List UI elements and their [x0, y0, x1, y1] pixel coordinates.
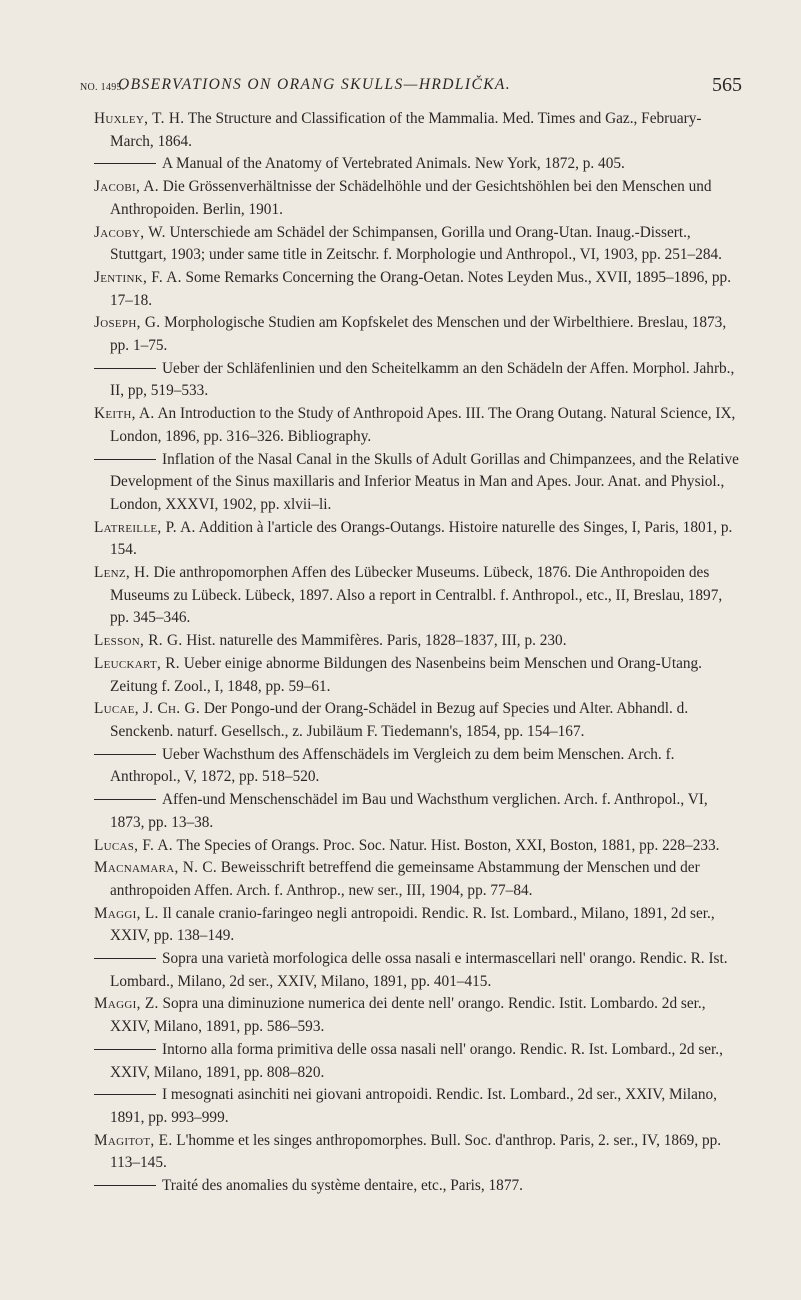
bibliography-entry: [94, 153, 744, 176]
entry-text: Beweisschrift betreffend die gemeinsame Abstammung der Menschen und der anthropoiden Affen. Arch. f. Anthrop., new ser., III, 1904, pp. 77–84.: [110, 859, 700, 899]
entry-text: Die Grössenverhältnisse der Schädelhöhle und der Gesichtshöhlen bei den Menschen und Anthropoiden. Berlin, 1901.: [110, 178, 712, 218]
entry-author: Maggi, L.: [94, 904, 159, 922]
bibliography-entry: [94, 358, 744, 403]
bibliography-entry: [94, 903, 744, 948]
entry-text: Der Pongo-und der Orang-Schädel in Bezug auf Species und Alter. Abhandl. d. Senckenb. naturf. Gesellsch., z. Jubiläum F. Tiedemann's, 1854, pp. 154–167.: [110, 700, 689, 740]
entry-text: An Introduction to the Study of Anthropoid Apes. III. The Orang Outang. Natural Science, IX, London, 1896, pp. 316–326. Bibliography.: [110, 405, 736, 445]
bibliography-entry: [94, 312, 744, 357]
bibliography-entry: [94, 789, 744, 834]
entry-author: Huxley, T. H.: [94, 110, 185, 127]
entry-text: Inflation of the Nasal Canal in the Skulls of Adult Gorillas and Chimpanzees, and the Relative Development of the Sinus maxillaris and Inferior Meatus in Man and Apes. Jour. Anat. and Physiol., London, XXXVI, 1902, pp. xlvii–li.: [110, 450, 739, 513]
bibliography-entry: [94, 744, 744, 789]
ditto-dash: [94, 799, 156, 800]
entry-text: Unterschiede am Schädel der Schimpansen, Gorilla und Orang-Utan. Inaug.-Dissert., Stuttgart, 1903; under same title in Zeitschr. f. Morphologie und Anthropol., VI, 1903, pp. 251–284.: [110, 223, 722, 264]
bibliography-entry: [94, 698, 744, 743]
entry-text: Ueber Wachsthum des Affenschädels im Vergleich zu dem beim Menschen. Arch. f. Anthropol., V, 1872, pp. 518–520.: [110, 745, 675, 786]
ditto-dash: [94, 368, 156, 369]
bibliography-entry: [94, 222, 744, 267]
entry-text: Die anthropomorphen Affen des Lübecker Museums. Lübeck, 1876. Die Anthropoiden des Museums zu Lübeck. Lübeck, 1897. Also a report in Centralbl. f. Anthropol., etc., II, Breslau, 1897, pp. 345–346.: [110, 564, 723, 627]
entry-text: Hist. naturelle des Mammifères. Paris, 1828–1837, III, p. 230.: [186, 632, 567, 650]
entry-author: Lesson, R. G.: [94, 632, 183, 650]
entry-text: Ueber der Schläfenlinien und den Scheitelkamm an den Schädeln der Affen. Morphol. Jahrb., II, pp, 519–533.: [110, 359, 735, 400]
entry-text: Sopra una diminuzione numerica dei dente nell' orango. Rendic. Istit. Lombardo. 2d ser., XXIV, Milano, 1891, pp. 586–593.: [110, 995, 706, 1036]
bibliography-list: [94, 108, 744, 1198]
entry-author: Keith, A.: [94, 405, 155, 423]
bibliography-entry: [94, 562, 744, 630]
entry-text: L'homme et les singes anthropomorphes. Bull. Soc. d'anthrop. Paris, 2. ser., IV, 1869, pp. 113–145.: [110, 1131, 722, 1172]
bibliography-entry: [94, 1175, 744, 1198]
entry-author: Joseph, G.: [94, 314, 161, 332]
entry-author: Lenz, H.: [94, 564, 150, 582]
ditto-dash: [94, 754, 156, 755]
bibliography-entry: [94, 857, 744, 902]
bibliography-entry: [94, 108, 744, 153]
ditto-dash: [94, 1094, 156, 1095]
entry-text: Addition à l'article des Orangs-Outangs. Histoire naturelle des Singes, I, Paris, 1801, p. 154.: [110, 518, 733, 559]
entry-author: Magitot, E.: [94, 1131, 173, 1149]
entry-text: Intorno alla forma primitiva delle ossa nasali nell' orango. Rendic. R. Ist. Lombard., 2d ser., XXIV, Milano, 1891, pp. 808–820.: [110, 1040, 723, 1081]
entry-text: Ueber einige abnorme Bildungen des Nasenbeins beim Menschen und Orang-Utang. Zeitung f. Zool., I, 1848, pp. 59–61.: [110, 654, 702, 695]
bibliography-entry: [94, 449, 744, 517]
entry-text: Il canale cranio-faringeo negli antropoidi. Rendic. R. Ist. Lombard., Milano, 1891, 2d ser., XXIV, pp. 138–149.: [110, 904, 715, 945]
entry-text: Some Remarks Concerning the Orang-Oetan. Notes Leyden Mus., XVII, 1895–1896, pp. 17–18.: [110, 268, 732, 309]
entry-author: Maggi, Z.: [94, 995, 159, 1013]
running-title: OBSERVATIONS ON ORANG SKULLS—HRDLIČKA.: [118, 76, 512, 93]
entry-author: Leuckart, R.: [94, 654, 180, 672]
entry-text: The Structure and Classification of the Mammalia. Med. Times and Gaz., February-March, 1864.: [110, 110, 702, 150]
bibliography-entry: [94, 948, 744, 993]
ditto-dash: [94, 459, 156, 460]
ditto-dash: [94, 958, 156, 959]
entry-text: I mesognati asinchiti nei giovani antropoidi. Rendic. Ist. Lombard., 2d ser., XXIV, Milano, 1891, pp. 993–999.: [110, 1086, 717, 1126]
ditto-dash: [94, 1049, 156, 1050]
entry-author: Lucae, J. Ch. G.: [94, 700, 201, 718]
entry-text: Affen-und Menschenschädel im Bau und Wachsthum verglichen. Arch. f. Anthropol., VI, 1873, pp. 13–38.: [110, 791, 708, 831]
bibliography-entry: [94, 267, 744, 312]
issue-number: NO. 1495.: [80, 82, 125, 93]
bibliography-entry: [94, 403, 744, 448]
entry-author: Jentink, F. A.: [94, 268, 182, 286]
entry-author: Macnamara, N. C.: [94, 859, 217, 877]
entry-author: Jacobi, A.: [94, 178, 159, 196]
entry-text: Traité des anomalies du système dentaire, etc., Paris, 1877.: [162, 1177, 523, 1195]
ditto-dash: [94, 1185, 156, 1186]
entry-text: Morphologische Studien am Kopfskelet des Menschen und der Wirbelthiere. Breslau, 1873, pp. 1–75.: [110, 314, 727, 355]
entry-text: The Species of Orangs. Proc. Soc. Natur. Hist. Boston, XXI, Boston, 1881, pp. 228–233.: [176, 836, 720, 854]
bibliography-entry: [94, 653, 744, 698]
bibliography-entry: [94, 1084, 744, 1129]
bibliography-entry: [94, 1039, 744, 1084]
entry-text: A Manual of the Anatomy of Vertebrated Animals. New York, 1872, p. 405.: [162, 155, 625, 173]
bibliography-entry: [94, 176, 744, 221]
running-header: [80, 76, 742, 106]
ditto-dash: [94, 163, 156, 164]
entry-author: Lucas, F. A.: [94, 836, 173, 854]
entry-author: Latreille, P. A.: [94, 518, 196, 536]
bibliography-entry: [94, 630, 744, 653]
page-number: 565: [712, 74, 742, 96]
bibliography-entry: [94, 835, 744, 858]
entry-text: Sopra una varietà morfologica delle ossa nasali e intermascellari nell' orango. Rendic. R. Ist. Lombard., Milano, 2d ser., XXIV, Milano, 1891, pp. 401–415.: [110, 950, 728, 990]
bibliography-entry: [94, 993, 744, 1038]
bibliography-entry: [94, 1130, 744, 1175]
entry-author: Jacoby, W.: [94, 223, 166, 241]
bibliography-entry: [94, 517, 744, 562]
